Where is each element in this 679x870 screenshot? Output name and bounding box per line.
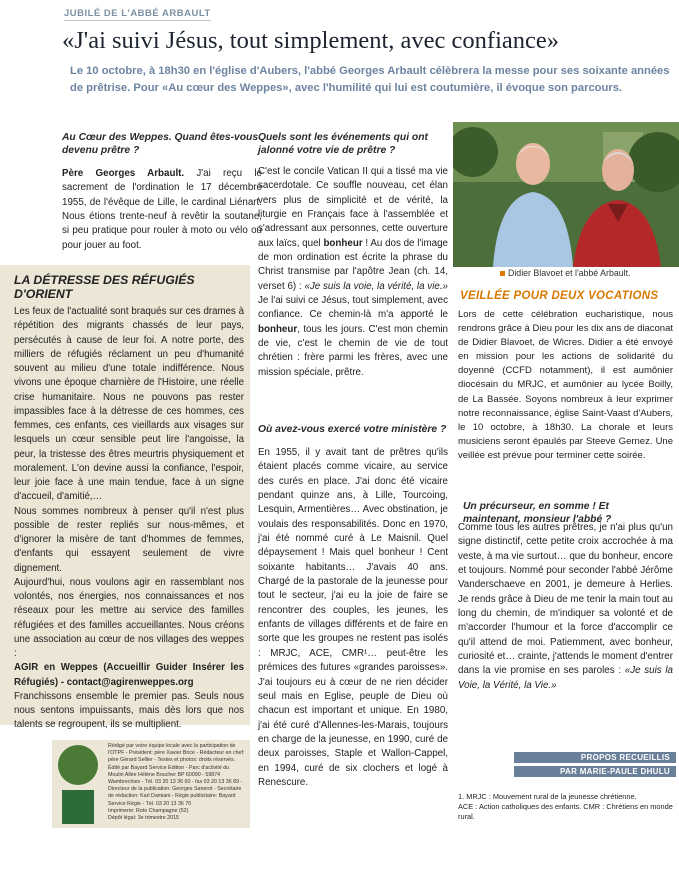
refugees-box-body	[14, 305, 244, 733]
refugees-p2: Nous sommes nombreux à penser qu'il n'est plus possible de rester repliés sur nous-mêmes, et d'ignorer la misère de tant d'hommes de femmes, d'enfants qui essayent seulement de vivre dignement.	[14, 505, 244, 574]
answer-1	[62, 167, 262, 253]
propos-author: PAR MARIE-PAULE DHULU	[514, 766, 676, 777]
answer-2-quote: «Je suis la voie, la vérité, la vie.»	[304, 280, 449, 292]
caption-bullet-icon	[500, 271, 505, 276]
answer-2-part-d: , tous les jours. C'est mon chemin de vie, c'est le chemin de vie de tout chrétien : frère parmi les frères, avec une mission spéciale, prêtre.	[258, 323, 448, 378]
footnote-2: ACE : Action catholiques des enfants. CMR : Chrétiens en monde rural.	[458, 802, 673, 821]
question-3: Où avez-vous exercé votre ministère ?	[258, 424, 447, 435]
answer-1-speaker: Père Georges Arbault.	[62, 168, 185, 179]
veillee-title: VEILLÉE POUR DEUX VOCATIONS	[460, 290, 659, 302]
answer-2	[258, 165, 448, 380]
chapo: Le 10 octobre, à 18h30 en l'église d'Aubers, l'abbé Georges Arbault célèbrera la messe pour ses soixante années de prêtrise. Pour «Au cœur des Weppes», avec l'humilité qui lui est coutumière, il évoque son parcours.	[70, 65, 670, 94]
answer-2-part-a: C'est le concile Vatican II qui a tissé ma vie sacerdotale. Ce souffle nouveau, cet élan vers plus de simplicité et de vérité, la liturgie en Français face à l'assemblée et s'adressant aux personnes, cette ouverture aux laïcs, quel	[258, 166, 448, 249]
question-2: Quels sont les événements qui ont jalonné votre vie de prêtre ?	[258, 132, 428, 156]
question-1: Au Cœur des Weppes. Quand êtes-vous devenu prêtre ?	[62, 132, 259, 156]
photo-illustration	[453, 122, 679, 267]
photo-caption	[500, 268, 630, 278]
footnote-1: 1. MRJC : Mouvement rural de la jeunesse chrétienne.	[458, 792, 637, 801]
refugees-p1: Les feux de l'actualité sont braqués sur ces drames à répétition des migrants chassés de leur pays, persécutés à cause de leur foi. A notre porte, des milliers de réfugiés réclament un peu d'humanité souvent au milieu d'une totale indifférence. Nous vivons une époque charnière de l'Histoire, une réelle crise humanitaire. Nous ne pouvons pas rester impassibles face à la détresse de ces hommes, ces femmes, ces enfants, ces vieillards aux visages sur lesquels un cœur sensible peut lire l'angoisse, la peur, la tristesse des êtres meurtris physiquement et moralement. L'on devine aussi la confiance, l'espoir, leur joie face à une main tendue, face à un signe d'accueil, d'amitié,…	[14, 306, 244, 503]
footnotes	[458, 792, 673, 822]
colophon-depot: Dépôt légal: 3e trimestre 2015	[108, 815, 179, 822]
imprimvert-logo	[58, 745, 98, 785]
caption-text: Didier Blavoet et l'abbé Arbault.	[508, 268, 631, 278]
question-4: Un précurseur, en somme ! Et maintenant, monsieur l'abbé ?	[463, 501, 612, 525]
kicker: JUBILÉ DE L'ABBÉ ARBAULT	[64, 8, 211, 19]
refugees-association: AGIR en Weppes (Accueillir Guider Insérer les Réfugiés) - contact@agirenweppes.org	[14, 662, 244, 688]
answer-2-bold-2: bonheur	[258, 323, 298, 335]
colophon-text: Rédigé par votre équipe locale avec la participation de l'OTPF - Président: père Xavier Brice - Rédacteur en chef: père Gérard Sellier - Textes et photos: droits réservés. Édité par Bayard Service Edition - Parc d'activité du Moulin Allée Hélène Boucher BP 60090 - 59874 Wambrechies - Tél. 03 20 13 36 60 - fax 03 20 13 36 89 - Directeur de la publication: Georges Sanerot - Secrétaire de rédaction: Karl Damiani - Régie publicitaire: Bayard Service Régie - Tél. 03 20 13 36 70	[108, 743, 245, 807]
propos-recueillis: PROPOS RECUEILLIS	[514, 752, 676, 763]
fsc-logo	[62, 790, 94, 824]
answer-2-bold-1: bonheur	[323, 237, 363, 249]
refugees-p4: Franchissons ensemble le premier pas. Seuls nous nous sentons impuissants, mais dès lors que nos talents se regroupent, ils se multiplient.	[14, 690, 244, 731]
veillee-body: Lors de cette célébration eucharistique, nous rendrons grâce à Dieu pour les dix ans de diaconat de Didier Blavoet, de Wicres. Didier a été envoyé en mission pour les actions de solidarité du doyenné (CCFD notamment), il est aumônier diocésain du MRJC, et aumônier au lycée Boilly, de La Bassée. Soyons nombreux à leur exprimer notre reconnaissance, église Saint-Vaast d'Aubers, le 10 octobre, à 18h30. La chorale et leurs musiciens seront épaulés par Steeve Gernez. Une veillée est prévue pour terminer cette soirée.	[458, 309, 673, 461]
answer-2-part-b: ! Au dos de l'image de mon ordination est écrite la phrase du Christ transmise par l'apôtre Jean (ch. 14, verset 6) :	[258, 237, 448, 292]
answer-3: En 1955, il y avait tant de prêtres qu'ils étaient placés comme vicaire, au service des curés en place. J'ai donc été vicaire pendant quinze ans, à Lille, Tourcoing, Lesquin, Armentières… Avec obstination, je voulais des responsabilités. Donc en 1970, j'ai été nommé curé à Le Maisnil. Quel dépaysement ! Mais quel bonheur ! Cent soixante habitants… J'avais 40 ans. Chargé de la pastorale de la jeunesse pour tout le secteur, j'ai eu la joie de faire se rencontrer des couples, les jeunes, les enfants de villages différents et de faire en sorte que les groupes ne restent pas isolés : MRJC, ACE, CMR¹… peut-être les prémices des futures «grandes paroisses». J'ai toujours eu à cœur de ne rien décider seul mais en Eglise, peuple de Dieu où chacun est important et unique. En 1980, j'ai été curé d'Allennes-les-Marais, toujours en charge de la jeunesse, en 1990, curé de deux paroisses, Staple et Wallon-Cappel, en 1994, curé de six clochers et logé à Renescure.	[258, 447, 448, 788]
refugees-p3: Aujourd'hui, nous voulons agir en rassemblant nos volontés, nos énergies, nos connaissances et nos réseaux pour les mettre au service des familles réfugiées et des familles accueillantes. Nous créons une association au cœur de nos villages des weppes :	[14, 576, 244, 659]
refugees-title-line1: LA DÉTRESSE DES RÉFUGIÉS	[14, 273, 195, 287]
refugees-box-title	[14, 273, 195, 301]
photo-didier-and-abbe	[453, 122, 679, 267]
answer-4	[458, 521, 673, 693]
page-title: «J'ai suivi Jésus, tout simplement, avec confiance»	[62, 27, 560, 54]
colophon-printer: Imprimerie: Roto Champagne (52)	[108, 807, 189, 814]
refugees-title-line2: D'ORIENT	[14, 287, 73, 301]
answer-4-text: Comme tous les autres prêtres, je n'ai plus qu'un signe distinctif, cette petite croix accrochée à ma veste, à ma vie surtout… que du bonheur, encore et toujours. Nommé pour seconder l'abbé Jérôme Vanderschaeve en 2001, je demeure à Herlies. Je rends grâce à Dieu de me tenir la main tout au long du chemin, de m'indiquer sa volonté et de m'accorder l'humour et la force d'accomplir ce qu'il attend de moi. Patiemment, avec bonheur, curiosité et… crainte, j'attends le moment d'entrer dans la vie promise en ses paroles :	[458, 522, 674, 677]
answer-2-part-c: Je l'ai suivi ce Jésus, tout simplement, avec confiance. Ce chemin-là m'a apporté le	[258, 295, 448, 321]
answer-4-quote: «Je suis la Voie, la Vérité, la Vie.»	[458, 665, 673, 691]
colophon	[108, 743, 246, 822]
answer-1-text: J'ai reçu le sacrement de l'ordination le 17 décembre 1955, de l'évêque de Lille, le cardinal Liénart. Nous étions trente-neuf à revêtir la soutane, si peu pratique pour rouler à moto ou vélo ou pour jouer au foot.	[62, 168, 262, 251]
